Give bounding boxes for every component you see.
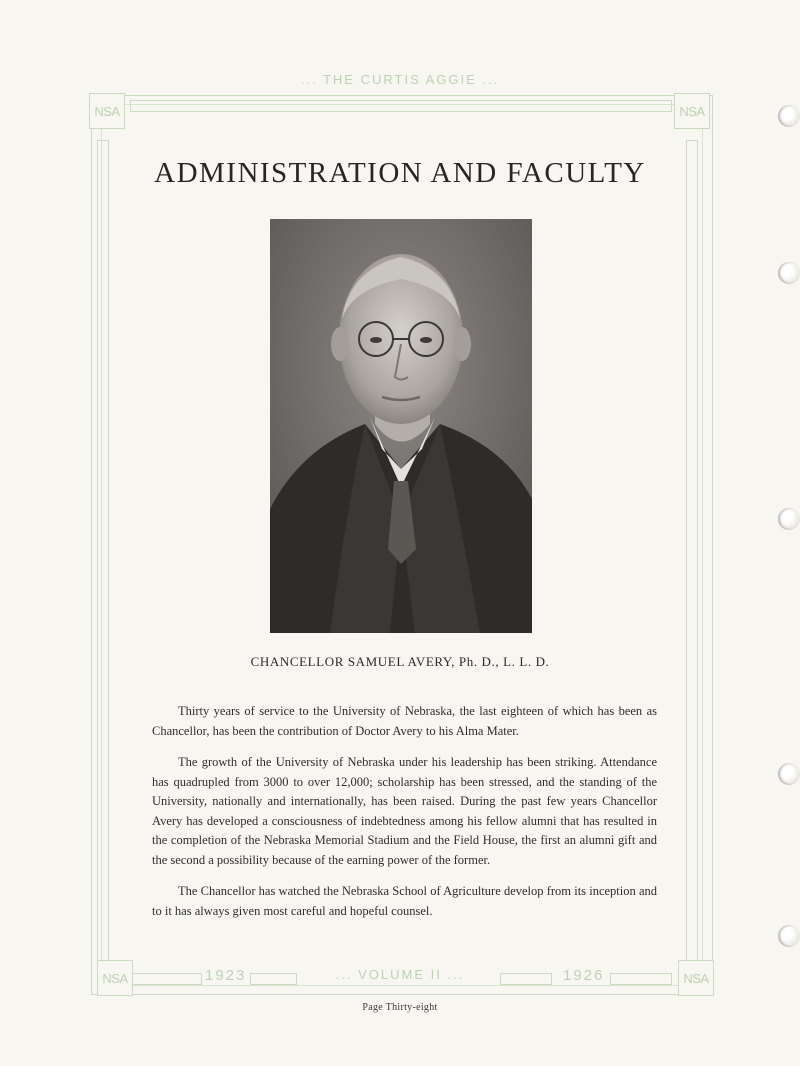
- paragraph-1: Thirty years of service to the University of Nebraska, the last eighteen of which has been as Chancellor, has been the contribution of Doctor Avery to his Alma Mater.: [152, 704, 657, 738]
- footer-year-start: 1923: [205, 967, 247, 984]
- paragraph-3: The Chancellor has watched the Nebraska School of Agriculture develop from its inception and to it has always given most careful and hopeful counsel.: [152, 884, 657, 918]
- page-title: ADMINISTRATION AND FACULTY: [154, 157, 646, 189]
- binder-hole-icon: [778, 925, 800, 947]
- paragraph-2: The growth of the University of Nebraska under his leadership has been striking. Attendance has quadrupled from 3000 to over 12,000; scholarship has been stressed, and the standing of the University, nationally and internationally, has been raised. During the past few years Chancellor Avery has developed a consciousness of indebtedness among his fellow alumni that has resulted in the completion of the Nebraska Memorial Stadium and the Field House, the first an alumni gift and the second a possibility because of the earning power of the former.: [152, 755, 657, 867]
- article-body: [152, 702, 657, 933]
- portrait-caption: CHANCELLOR SAMUEL AVERY, Ph. D., L. L. D.: [250, 654, 550, 669]
- binder-hole-icon: [778, 105, 800, 127]
- page-number: Page Thirty-eight: [362, 1002, 438, 1013]
- border-left-bar: [97, 140, 109, 962]
- chancellor-portrait: [270, 219, 532, 633]
- binder-hole-icon: [778, 262, 800, 284]
- nsa-monogram-top-right: NSA: [674, 93, 710, 129]
- binder-hole-icon: [778, 763, 800, 785]
- footer-volume: ... VOLUME II ...: [335, 967, 465, 982]
- border-right-bar: [686, 140, 698, 962]
- portrait-illustration: [270, 219, 532, 633]
- binder-hole-icon: [778, 508, 800, 530]
- nsa-monogram-bottom-right: NSA: [678, 960, 714, 996]
- footer-year-end: 1926: [563, 967, 605, 984]
- nsa-monogram-top-left: NSA: [89, 93, 125, 129]
- running-title: ... THE CURTIS AGGIE ...: [300, 72, 500, 87]
- nsa-monogram-bottom-left: NSA: [97, 960, 133, 996]
- border-top-bar: [130, 100, 672, 112]
